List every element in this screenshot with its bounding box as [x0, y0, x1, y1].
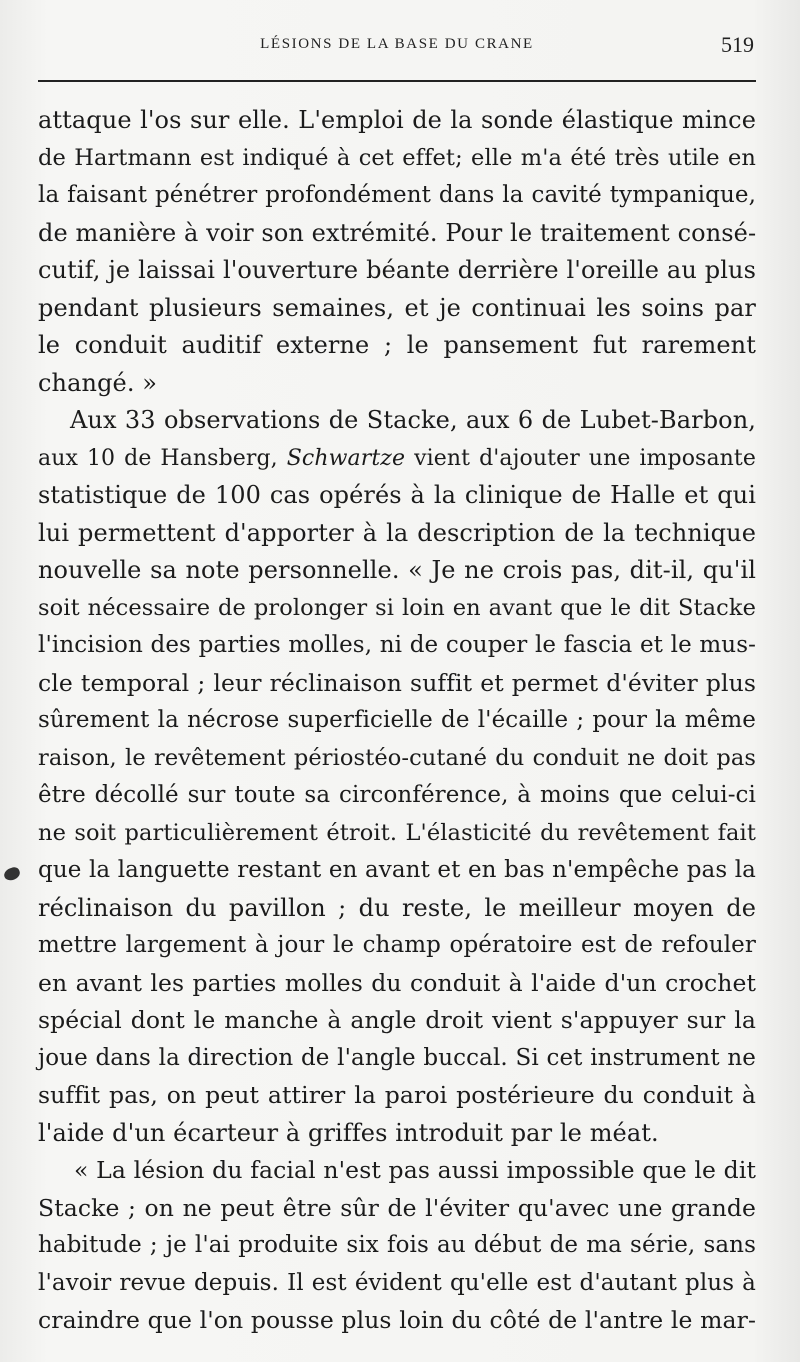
text-line: réclinaison du pavillon ; du reste, le meilleur moyen de — [38, 893, 756, 922]
text-segment: vient d'ajouter une imposante — [405, 445, 756, 471]
text-line: spécial dont le manche à angle droit vient s'appuyer sur la — [38, 1006, 756, 1034]
text-line: cle temporal ; leur réclinaison suffit et permet d'éviter plus — [38, 668, 756, 697]
text-line: ne soit particulièrement étroit. L'élasticité du revêtement fait — [38, 819, 756, 846]
text-line: cutif, je laissai l'ouverture béante derrière l'oreille au plus — [38, 256, 756, 284]
text-line: craindre que l'on pousse plus loin du côté de l'antre le mar- — [38, 1306, 756, 1334]
text-line: de manière à voir son extrémité. Pour le traitement consé- — [38, 218, 757, 247]
text-line: nouvelle sa note personnelle. « Je ne crois pas, dit-il, qu'il — [38, 556, 756, 584]
text-line: suffit pas, on peut attirer la paroi postérieure du conduit à — [38, 1081, 756, 1109]
text-line: soit nécessaire de prolonger si loin en avant que le dit Stacke — [38, 594, 756, 621]
text-line: le conduit auditif externe ; le pansement fut rarement — [38, 331, 756, 359]
text-line: la faisant pénétrer profondément dans la cavité tympanique, — [38, 182, 756, 208]
text-line: lui permettent d'apporter à la description de la technique — [38, 518, 756, 547]
author-name-italic: Schwartze — [286, 445, 406, 471]
text-line: être décollé sur toute sa circonférence, à moins que celui-ci — [38, 782, 756, 808]
text-line: de Hartmann est indiqué à cet effet; elle m'a été très utile en — [38, 144, 756, 171]
text-line: joue dans la direction de l'angle buccal. Si cet instrument ne — [38, 1044, 756, 1071]
text-line: en avant les parties molles du conduit à l'aide d'un crochet — [38, 968, 756, 997]
margin-ink-mark — [2, 866, 21, 883]
text-line: changé. » — [38, 368, 158, 397]
body-text — [38, 102, 756, 1340]
header-rule — [38, 80, 756, 82]
text-line: sûrement la nécrose superficielle de l'écaille ; pour la même — [38, 707, 756, 733]
text-line: attaque l'os sur elle. L'emploi de la sonde élastique mince — [38, 106, 756, 134]
page-number: 519 — [721, 32, 754, 57]
paragraph-first-line: Aux 33 observations de Stacke, aux 6 de Lubet-Barbon, — [70, 406, 756, 434]
text-line: l'aide d'un écarteur à griffes introduit par le méat. — [38, 1118, 659, 1147]
text-line: l'incision des parties molles, ni de couper le fascia et le mus- — [38, 632, 756, 658]
text-line: mettre largement à jour le champ opératoire est de refouler — [38, 932, 756, 958]
text-line: raison, le revêtement périostéo-cutané du conduit ne doit pas — [38, 744, 756, 771]
text-line: statistique de 100 cas opérés à la clinique de Halle et qui — [38, 481, 756, 509]
text-line: Stacke ; on ne peut être sûr de l'éviter qu'avec une grande — [38, 1193, 756, 1222]
text-line: l'avoir revue depuis. Il est évident qu'elle est d'autant plus à — [38, 1269, 756, 1296]
text-line-with-author — [38, 440, 756, 478]
text-line: pendant plusieurs semaines, et je continuai les soins par — [38, 293, 756, 322]
text-line: que la languette restant en avant et en bas n'empêche pas la — [38, 857, 756, 883]
paragraph-first-line: « La lésion du facial n'est pas aussi impossible que le dit — [74, 1156, 756, 1184]
text-segment: aux 10 de Hansberg, — [38, 445, 287, 471]
text-line: habitude ; je l'ai produite six fois au début de ma série, sans — [38, 1232, 756, 1258]
running-title: LÉSIONS DE LA BASE DU CRANE — [260, 36, 534, 52]
running-head — [38, 34, 756, 58]
